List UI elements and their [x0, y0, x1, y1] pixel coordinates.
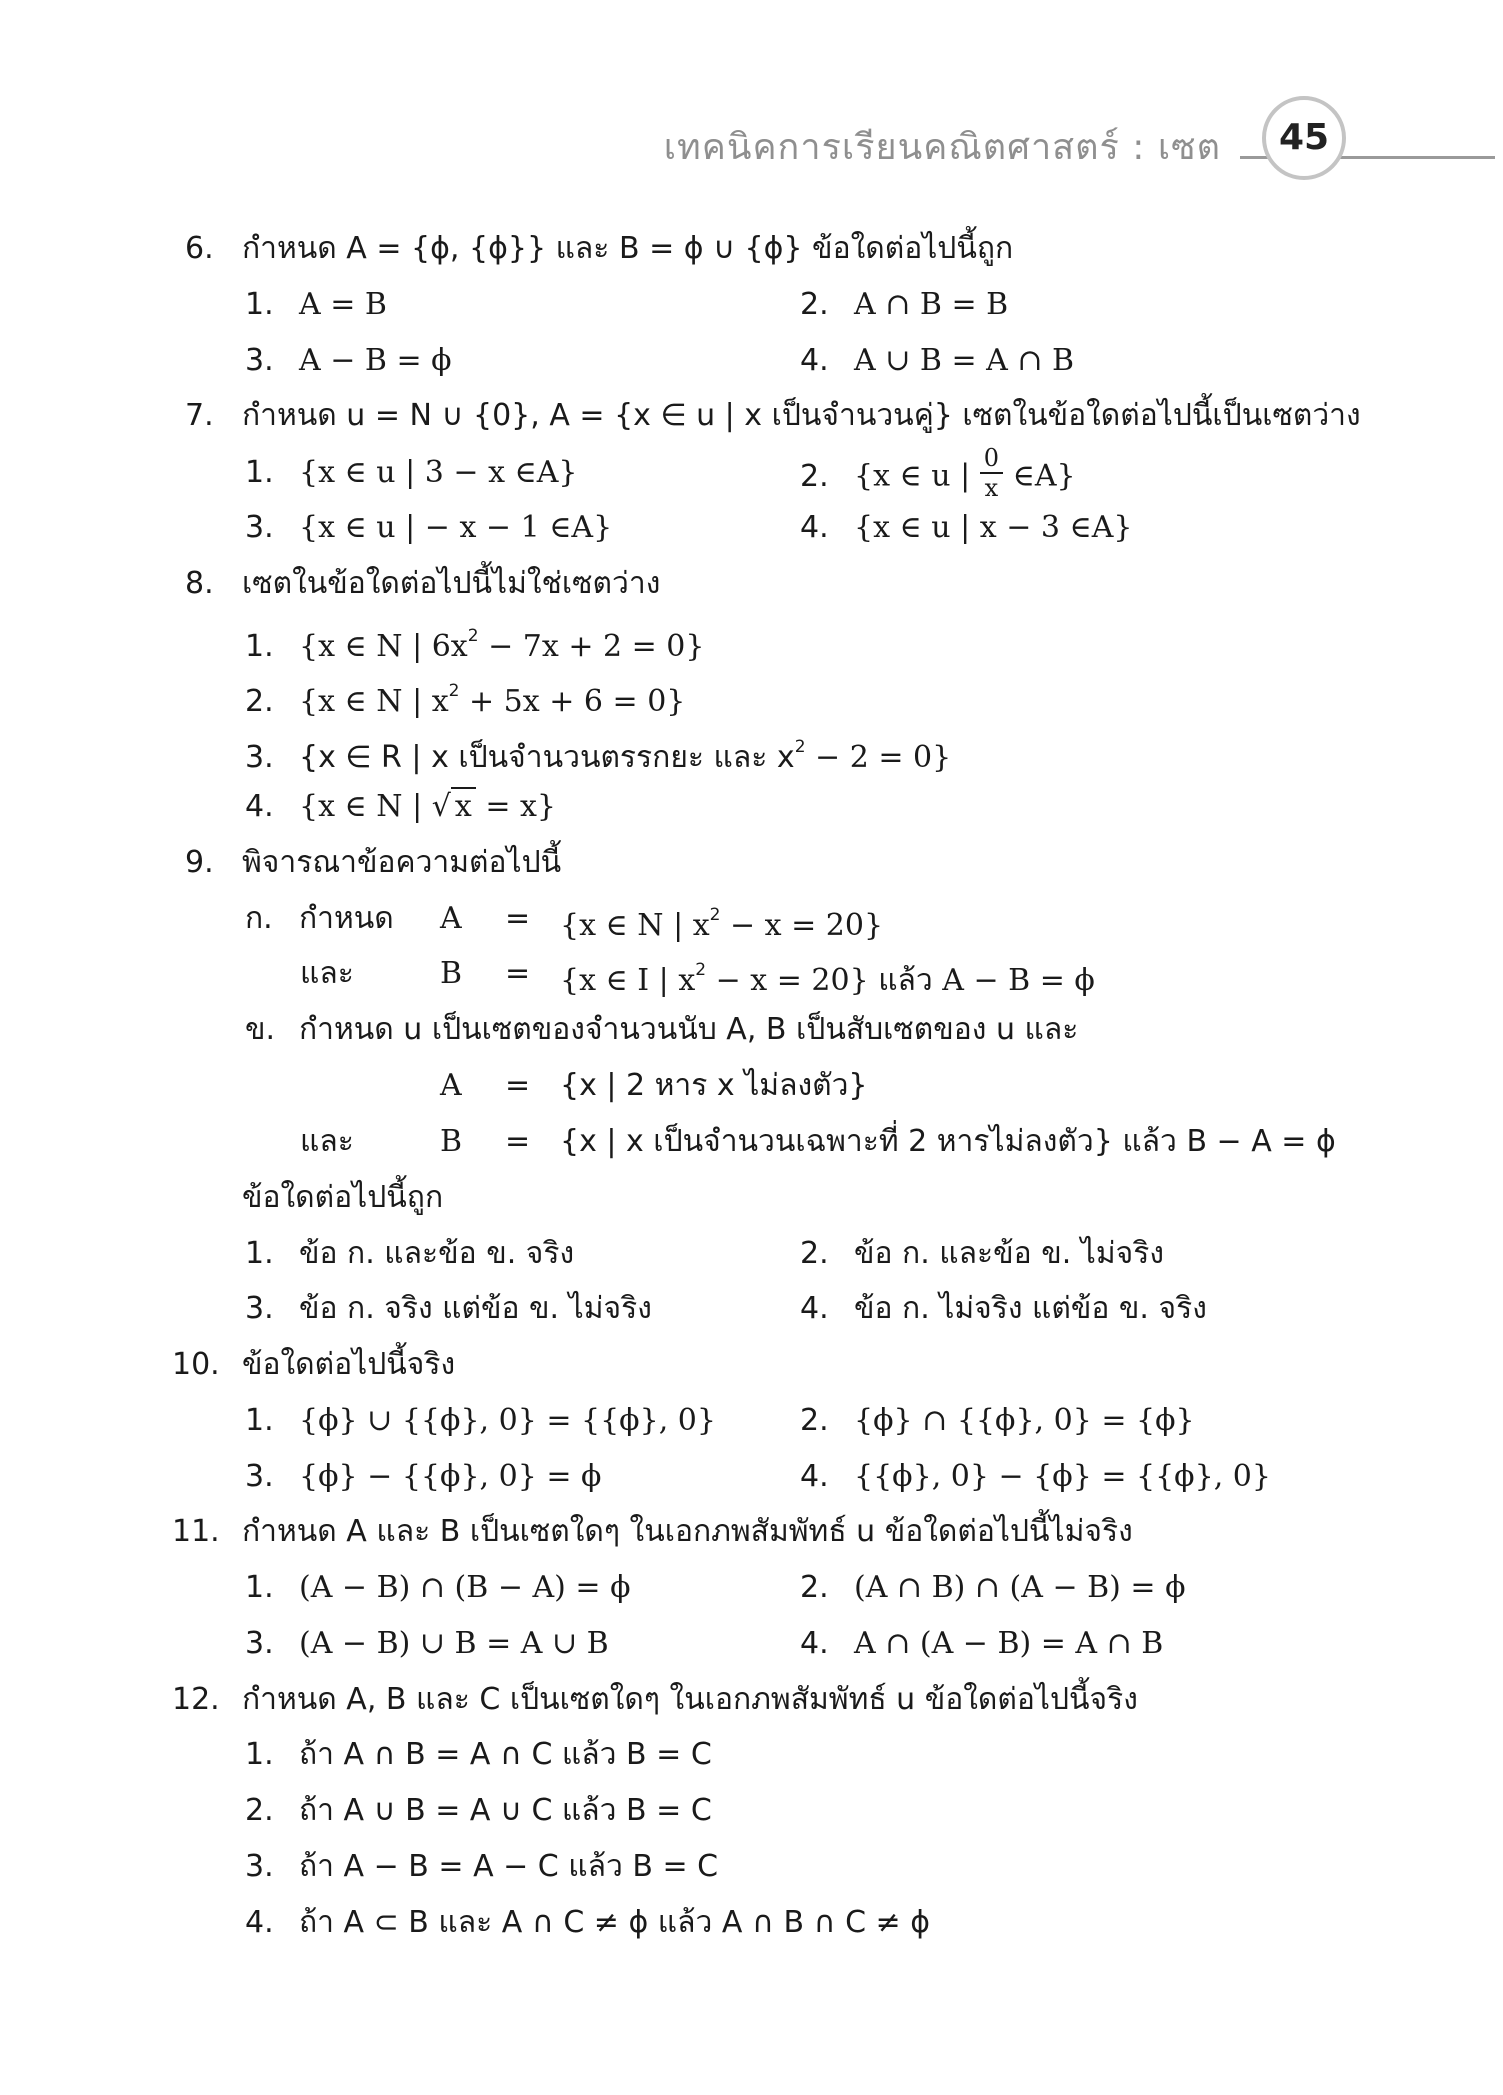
- choice-text: ถ้า A − B = A − C แล้ว B = C: [299, 1849, 719, 1884]
- question-stem: กำหนด u = N ∪ {0}, A = {x ∈ u | x เป็นจำนวนคู่} เซตในข้อใดต่อไปนี้เป็นเซตว่าง: [242, 398, 1361, 433]
- choice-8-1: 1. {x ∈ N | $6x^2 - 7x + 2 = 0$}: [245, 626, 705, 664]
- choice-text: ข้อ ก. ไม่จริง แต่ข้อ ข. จริง: [854, 1291, 1207, 1326]
- choice-text: ข้อ ก. และข้อ ข. จริง: [299, 1236, 575, 1271]
- choice-9-2: 2. ข้อ ก. และข้อ ข. ไม่จริง: [800, 1236, 1164, 1271]
- choice-11-2: 2. (A ∩ B) ∩ (A − B) = ϕ: [800, 1570, 1186, 1605]
- choice-10-3: 3. {ϕ} − {{ϕ}, 0} = ϕ: [245, 1459, 602, 1494]
- choice-text: A ∪ B = A ∩ B: [854, 343, 1075, 378]
- question-6: [185, 226, 1013, 272]
- statement-kho-set-b: {x | x เป็นจำนวนเฉพาะที่ 2 หารไม่ลงตัว} แล้ว B − A = ϕ: [560, 1124, 1336, 1159]
- statement-ko-set-a: {x ∈ N | $x^2 - x = 20$}: [560, 905, 884, 943]
- choice-6-4: 4. A ∪ B = A ∩ B: [800, 343, 1075, 378]
- choice-6-3: 3. A − B = ϕ: [245, 343, 452, 378]
- choice-11-4: 4. A ∩ (A − B) = A ∩ B: [800, 1626, 1164, 1661]
- choice-8-3: 3. {x ∈ R | x เป็นจำนวนตรรกยะ และ $x^2 - 2 = 0$}: [245, 737, 952, 775]
- page-number: 45: [1262, 96, 1346, 180]
- sqrt-sign: √: [431, 789, 451, 824]
- choice-text: ข้อ ก. จริง แต่ข้อ ข. ไม่จริง: [299, 1291, 652, 1326]
- choice-6-2: 2. A ∩ B = B: [800, 287, 1009, 322]
- question-9-prompt: ข้อใดต่อไปนี้ถูก: [242, 1180, 444, 1215]
- statement-ko-line-1: ก. กำหนด: [245, 901, 394, 936]
- choice-12-3: 3. ถ้า A − B = A − C แล้ว B = C: [245, 1849, 719, 1884]
- choice-text: {ϕ} ∪ {{ϕ}, 0} = {{ϕ}, 0}: [299, 1403, 716, 1438]
- choice-10-2: 2. {ϕ} ∩ {{ϕ}, 0} = {ϕ}: [800, 1403, 1195, 1438]
- question-number: 7.: [185, 398, 214, 433]
- choice-text: {ϕ} − {{ϕ}, 0} = ϕ: [299, 1459, 602, 1494]
- question-10: [172, 1342, 455, 1388]
- choice-7-2: 2. {x ∈ u | $\frac{0}{x}$ ∈A}: [800, 444, 1076, 502]
- choice-8-4: 4. {x ∈ N | √ x = x}: [245, 789, 556, 824]
- fraction: $\frac{0}{x}$: [980, 446, 1003, 500]
- choice-text: (A − B) ∩ (B − A) = ϕ: [299, 1570, 631, 1605]
- question-12: [172, 1677, 1138, 1723]
- choice-text: A ∩ (A − B) = A ∩ B: [854, 1626, 1164, 1661]
- choice-7-3: 3. {x ∈ u | − x − 1 ∈A}: [245, 510, 613, 545]
- choice-9-3: 3. ข้อ ก. จริง แต่ข้อ ข. ไม่จริง: [245, 1291, 652, 1326]
- choice-10-4: 4. {{ϕ}, 0} − {ϕ} = {{ϕ}, 0}: [800, 1459, 1271, 1494]
- choice-text: (A ∩ B) ∩ (A − B) = ϕ: [854, 1570, 1186, 1605]
- question-stem: กำหนด A และ B เป็นเซตใดๆ ในเอกภพสัมพัทธ์ u ข้อใดต่อไปนี้ไม่จริง: [242, 1514, 1133, 1549]
- choice-text: ถ้า A ∩ B = A ∩ C แล้ว B = C: [299, 1737, 712, 1772]
- statement-kho-line-1: ข. กำหนด u เป็นเซตของจำนวนนับ A, B เป็นสับเซตของ u และ: [245, 1012, 1079, 1047]
- choice-7-4: 4. {x ∈ u | x − 3 ∈A}: [800, 510, 1133, 545]
- choice-text: (A − B) ∪ B = A ∪ B: [299, 1626, 609, 1661]
- question-stem: กำหนด A, B และ C เป็นเซตใดๆ ในเอกภพสัมพัทธ์ u ข้อใดต่อไปนี้จริง: [242, 1682, 1138, 1717]
- choice-7-1: 1. {x ∈ u | 3 − x ∈A}: [245, 455, 578, 490]
- question-number: 11.: [172, 1514, 220, 1549]
- statement-ko-set-b: {x ∈ I | $x^2 - x = 20$} แล้ว A − B = ϕ: [560, 960, 1095, 998]
- statement-kho-set-a: {x | 2 หาร x ไม่ลงตัว}: [560, 1068, 868, 1103]
- choice-12-2: 2. ถ้า A ∪ B = A ∪ C แล้ว B = C: [245, 1793, 712, 1828]
- choice-11-3: 3. (A − B) ∪ B = A ∪ B: [245, 1626, 609, 1661]
- choice-text: A = B: [299, 287, 387, 322]
- choice-text: ถ้า A ∪ B = A ∪ C แล้ว B = C: [299, 1793, 712, 1828]
- question-9: [185, 840, 561, 886]
- question-stem: ข้อใดต่อไปนี้จริง: [242, 1347, 456, 1382]
- choice-text: A ∩ B = B: [854, 287, 1009, 322]
- question-11: [172, 1509, 1133, 1555]
- header-title: เทคนิคการเรียนคณิตศาสตร์ : เซต: [663, 127, 1221, 168]
- choice-text: {x ∈ u | − x − 1 ∈A}: [299, 510, 613, 545]
- choice-9-1: 1. ข้อ ก. และข้อ ข. จริง: [245, 1236, 575, 1271]
- choice-text: {x ∈ u | x − 3 ∈A}: [854, 510, 1133, 545]
- choice-text: A − B = ϕ: [299, 343, 452, 378]
- question-number: 10.: [172, 1347, 220, 1382]
- choice-12-4: 4. ถ้า A ⊂ B และ A ∩ C ≠ ϕ แล้ว A ∩ B ∩ C ≠ ϕ: [245, 1905, 931, 1940]
- question-stem: เซตในข้อใดต่อไปนี้ไม่ใช่เซตว่าง: [242, 566, 661, 601]
- question-8: [185, 561, 660, 607]
- choice-12-1: 1. ถ้า A ∩ B = A ∩ C แล้ว B = C: [245, 1737, 712, 1772]
- choice-9-4: 4. ข้อ ก. ไม่จริง แต่ข้อ ข. จริง: [800, 1291, 1207, 1326]
- question-number: 12.: [172, 1682, 220, 1717]
- question-number: 6.: [185, 231, 214, 266]
- question-7: [185, 393, 1361, 439]
- choice-6-1: 1. A = B: [245, 287, 387, 322]
- choice-text: ถ้า A ⊂ B และ A ∩ C ≠ ϕ แล้ว A ∩ B ∩ C ≠ ϕ: [299, 1905, 931, 1940]
- question-stem: พิจารณาข้อความต่อไปนี้: [242, 845, 562, 880]
- choice-text: {ϕ} ∩ {{ϕ}, 0} = {ϕ}: [854, 1403, 1195, 1438]
- question-stem: กำหนด A = {ϕ, {ϕ}} และ B = ϕ ∪ {ϕ} ข้อใดต่อไปนี้ถูก: [242, 231, 1014, 266]
- choice-11-1: 1. (A − B) ∩ (B − A) = ϕ: [245, 1570, 631, 1605]
- question-number: 8.: [185, 566, 214, 601]
- choice-text: {x ∈ u | 3 − x ∈A}: [299, 455, 578, 490]
- question-number: 9.: [185, 845, 214, 880]
- choice-8-2: 2. {x ∈ N | $x^2 + 5x + 6 = 0$}: [245, 681, 686, 719]
- choice-10-1: 1. {ϕ} ∪ {{ϕ}, 0} = {{ϕ}, 0}: [245, 1403, 716, 1438]
- choice-text: {{ϕ}, 0} − {ϕ} = {{ϕ}, 0}: [854, 1459, 1271, 1494]
- choice-text: {x ∈ u |: [854, 458, 971, 494]
- choice-text: ข้อ ก. และข้อ ข. ไม่จริง: [854, 1236, 1164, 1271]
